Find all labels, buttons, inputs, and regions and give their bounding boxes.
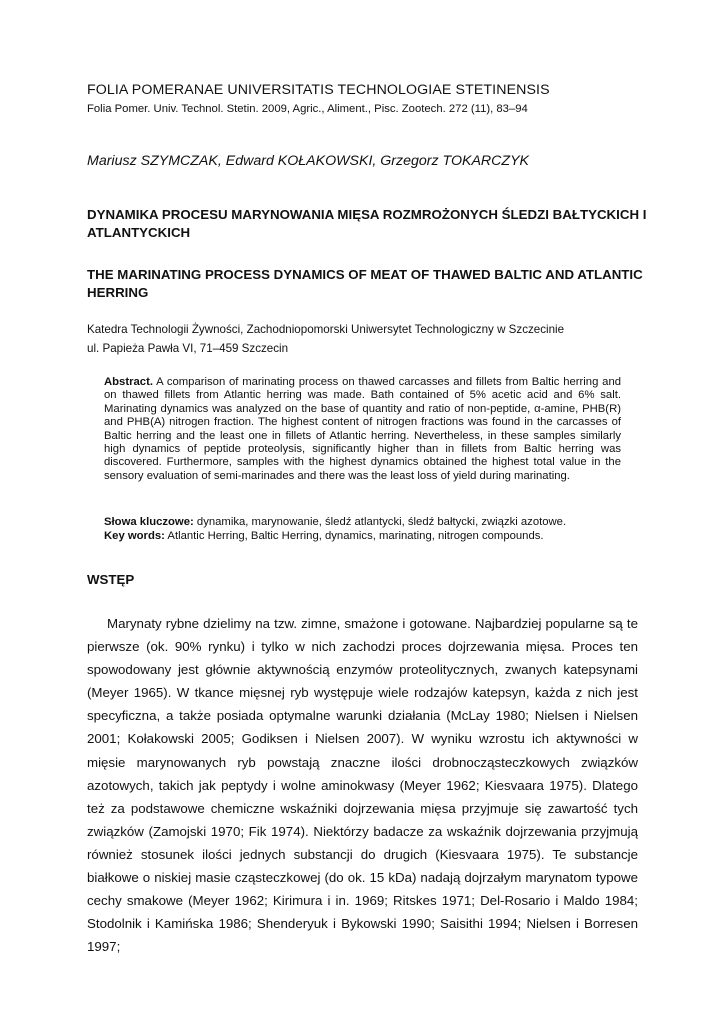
authors: Mariusz SZYMCZAK, Edward KOŁAKOWSKI, Grzegorz TOKARCZYK xyxy=(87,153,530,169)
keywords-english-text: Atlantic Herring, Baltic Herring, dynamics, marinating, nitrogen compounds. xyxy=(167,530,544,542)
title-english: THE MARINATING PROCESS DYNAMICS OF MEAT OF THAWED BALTIC AND ATLANTIC HERRING xyxy=(87,267,643,300)
keywords-english xyxy=(104,530,644,543)
keywords-polish xyxy=(104,516,644,529)
journal-title: FOLIA POMERANAE UNIVERSITATIS TECHNOLOGIAE STETINENSIS xyxy=(87,82,550,98)
affiliation-line-1: Katedra Technologii Żywności, Zachodniopomorski Uniwersytet Technologiczny w Szczecinie xyxy=(87,323,565,336)
abstract-text: A comparison of marinating process on thawed carcasses and fillets from Baltic herring and on thawed fillets from Atlantic herring was made. Bath contained of 5% acetic acid and 6% salt. Marinating dynamics was analyzed on the base of quantity and ratio of non-peptide, α-amine, PHB(R) and PHB(A) nitrogen fraction. The highest content of nitrogen fractions was found in the carcasses of Baltic herring and the least one in fillets of Atlantic herring. Nevertheless, in these samples similarly high dynamics of peptide proteolysis, significantly higher than in fillets from Baltic herring was discovered. Furthermore, samples with the highest dynamics obtained the highest total value in the sensory evaluation of semi-marinades and there was the least loss of yield during marinating. xyxy=(104,376,622,482)
section-heading: WSTĘP xyxy=(87,572,135,587)
journal-citation: Folia Pomer. Univ. Technol. Stetin. 2009, Agric., Aliment., Pisc. Zootech. 272 (11), 83–94 xyxy=(87,103,528,115)
body-paragraph: Marynaty rybne dzielimy na tzw. zimne, smażone i gotowane. Najbardziej popularne są te pierwsze (ok. 90% rynku) i tylko w nich zachodzi proces dojrzewania mięsa. Proces ten spowodowany jest głównie aktywnością enzymów proteolitycznych, zwanych katepsynami (Meyer 1965). W tkance mięsnej ryb występuje wiele rodzajów katepsyn, każda z nich jest specyficzna, a także posiada optymalne warunki działania (McLay 1980; Nielsen i Nielsen 2001; Kołakowski 2005; Godiksen i Nielsen 2007). W wyniku wzrostu ich aktywności w mięsie marynowanych ryb powstają znaczne ilości drobnocząsteczkowych związków azotowych, takich jak peptydy i wolne aminokwasy (Meyer 1962; Kiesvaara 1975). Dlatego też za podstawowe chemiczne wskaźniki dojrzewania mięsa przyjmuje się zawartość tych związków (Zamojski 1970; Fik 1974). Niektórzy badacze za wskaźnik dojrzewania przyjmują również stosunek ilości jednych substancji do drugich (Kiesvaara 1975). Te substancje białkowe o niskiej masie cząsteczkowej (do ok. 15 kDa) nadają dojrzałym marynatom typowe cechy smakowe (Meyer 1962; Kirimura i in. 1969; Ritskes 1971; Del-Rosario i Maldo 1984; Stodolnik i Kamińska 1986; Shenderyuk i Bykowski 1990; Saisithi 1994; Nielsen i Borresen 1997; xyxy=(87,616,638,955)
keywords-polish-text: dynamika, marynowanie, śledź atlantycki, śledź bałtycki, związki azotowe. xyxy=(196,516,567,528)
keywords-polish-label: Słowa kluczowe: xyxy=(104,516,194,528)
keywords-english-label: Key words: xyxy=(104,530,165,542)
title-polish: DYNAMIKA PROCESU MARYNOWANIA MIĘSA ROZMROŻONYCH ŚLEDZI BAŁTYCKICH I ATLANTYCKICH xyxy=(87,207,647,240)
abstract xyxy=(104,376,621,483)
abstract-label: Abstract. xyxy=(104,376,153,388)
affiliation-line-2: ul. Papieża Pawła VI, 71–459 Szczecin xyxy=(87,342,289,355)
